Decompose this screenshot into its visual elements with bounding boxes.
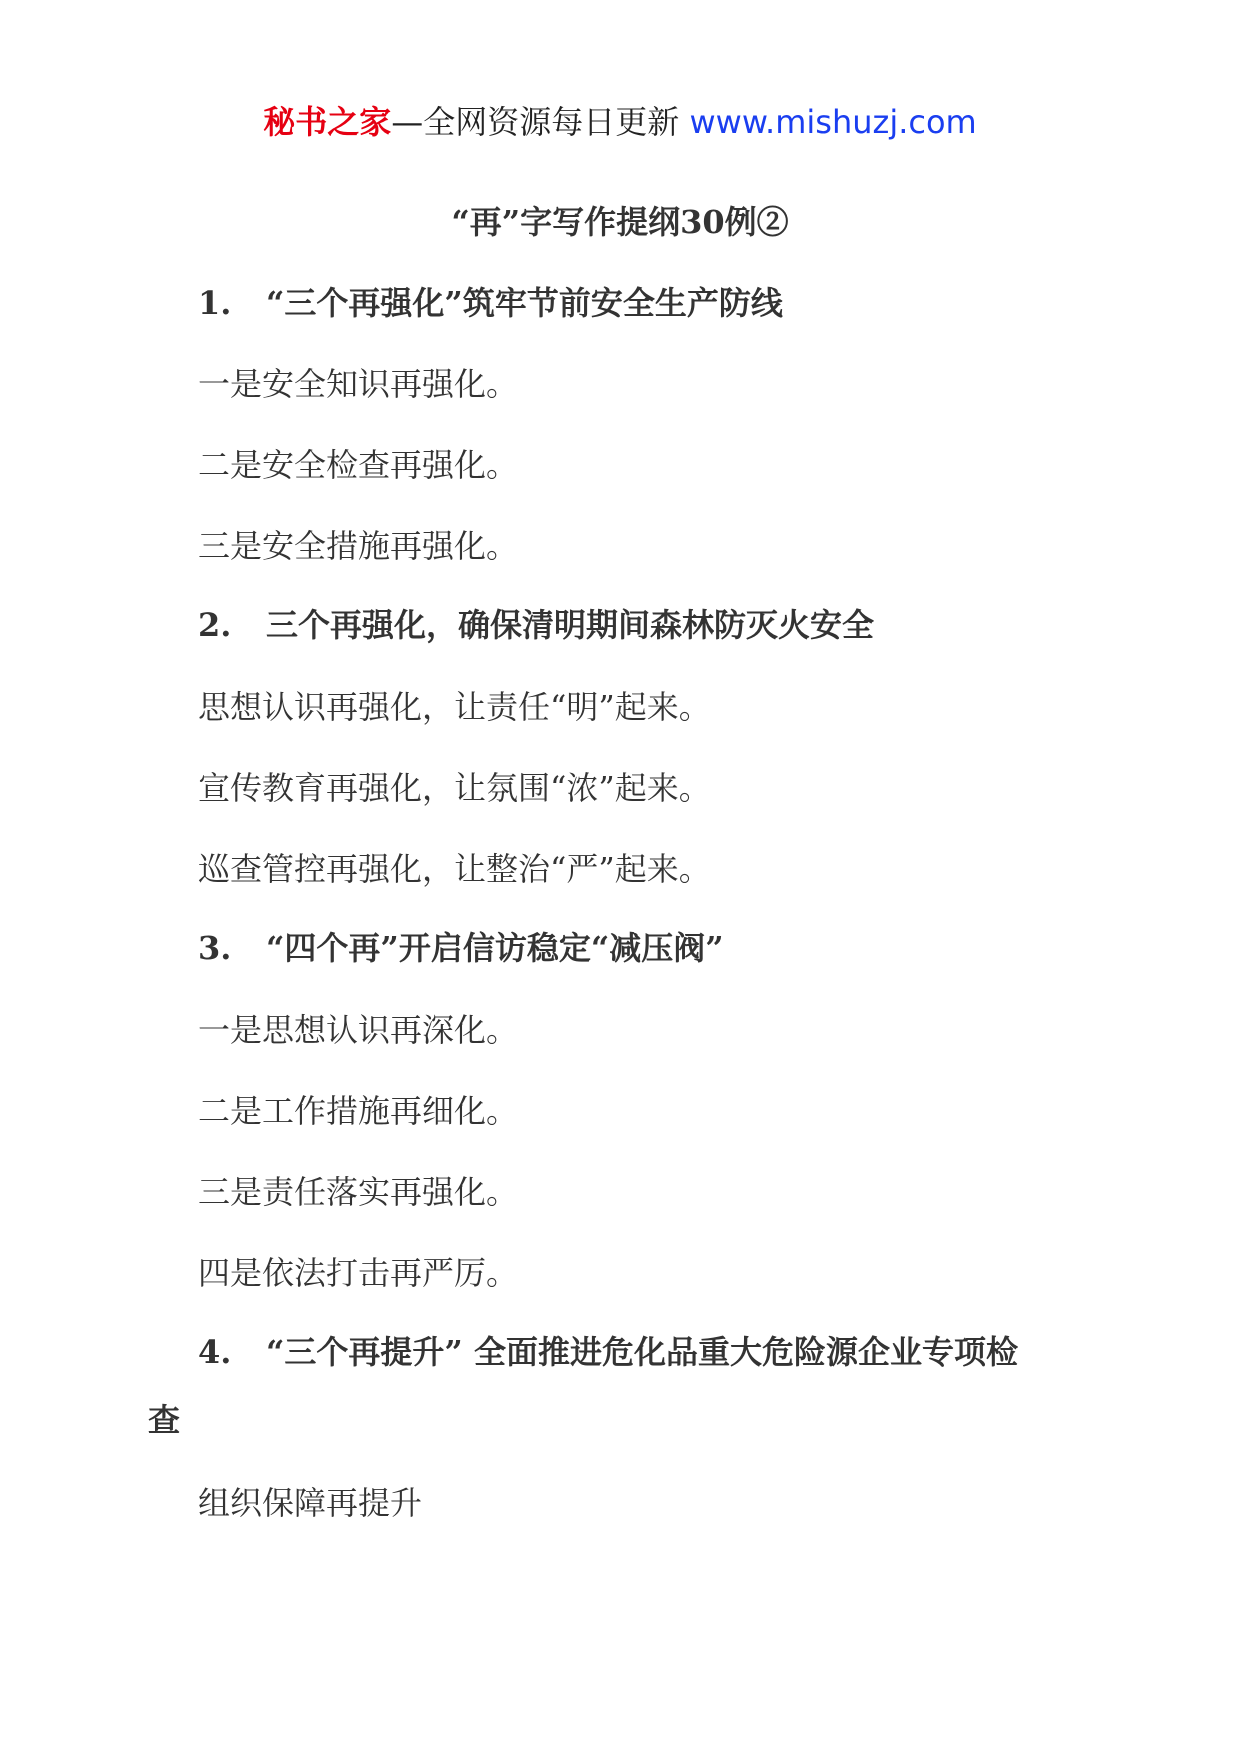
section-1 — [198, 270, 1092, 336]
document-title: “再”字写作提纲30例② — [451, 203, 789, 241]
section-heading — [198, 915, 1092, 981]
list-item: 四是依法打击再严厉。 — [198, 1254, 519, 1292]
section-3 — [198, 915, 1092, 981]
brand-name: 秘书之家 — [263, 103, 392, 141]
section-title: “四个再”开启信访稳定“减压阀” — [266, 929, 724, 967]
list-item: 一是思想认识再深化。 — [198, 1011, 519, 1049]
list-item: 思想认识再强化，让责任“明”起来。 — [198, 688, 711, 726]
section-title: “三个再强化”筑牢节前安全生产防线 — [266, 284, 783, 322]
section-title: “三个再提升” 全面推进危化品重大危险源企业专项检 — [266, 1333, 1018, 1371]
site-url-link[interactable]: www.mishuzj.com — [689, 103, 977, 141]
list-item: 组织保障再提升 — [198, 1484, 423, 1522]
section-title-continuation: 查 — [148, 1401, 181, 1439]
section-2 — [198, 592, 1092, 658]
section-number: 2. — [198, 606, 232, 644]
section-heading — [198, 1319, 1092, 1385]
list-item: 一是安全知识再强化。 — [198, 365, 519, 403]
list-item: 二是安全检查再强化。 — [198, 446, 519, 484]
section-4 — [198, 1319, 1092, 1385]
list-item: 三是安全措施再强化。 — [198, 527, 519, 565]
section-number: 4. — [198, 1333, 232, 1371]
list-item: 巡查管控再强化，让整治“严”起来。 — [198, 850, 711, 888]
section-heading — [198, 270, 1092, 336]
list-item: 二是工作措施再细化。 — [198, 1092, 519, 1130]
header-slogan: —全网资源每日更新 — [391, 103, 690, 141]
list-item: 宣传教育再强化，让氛围“浓”起来。 — [198, 769, 711, 807]
list-item: 三是责任落实再强化。 — [198, 1173, 519, 1211]
section-number: 1. — [198, 284, 232, 322]
section-title: 三个再强化，确保清明期间森林防灭火安全 — [266, 606, 875, 644]
section-number: 3. — [198, 929, 232, 967]
section-heading — [198, 592, 1092, 658]
site-header — [0, 100, 1240, 144]
